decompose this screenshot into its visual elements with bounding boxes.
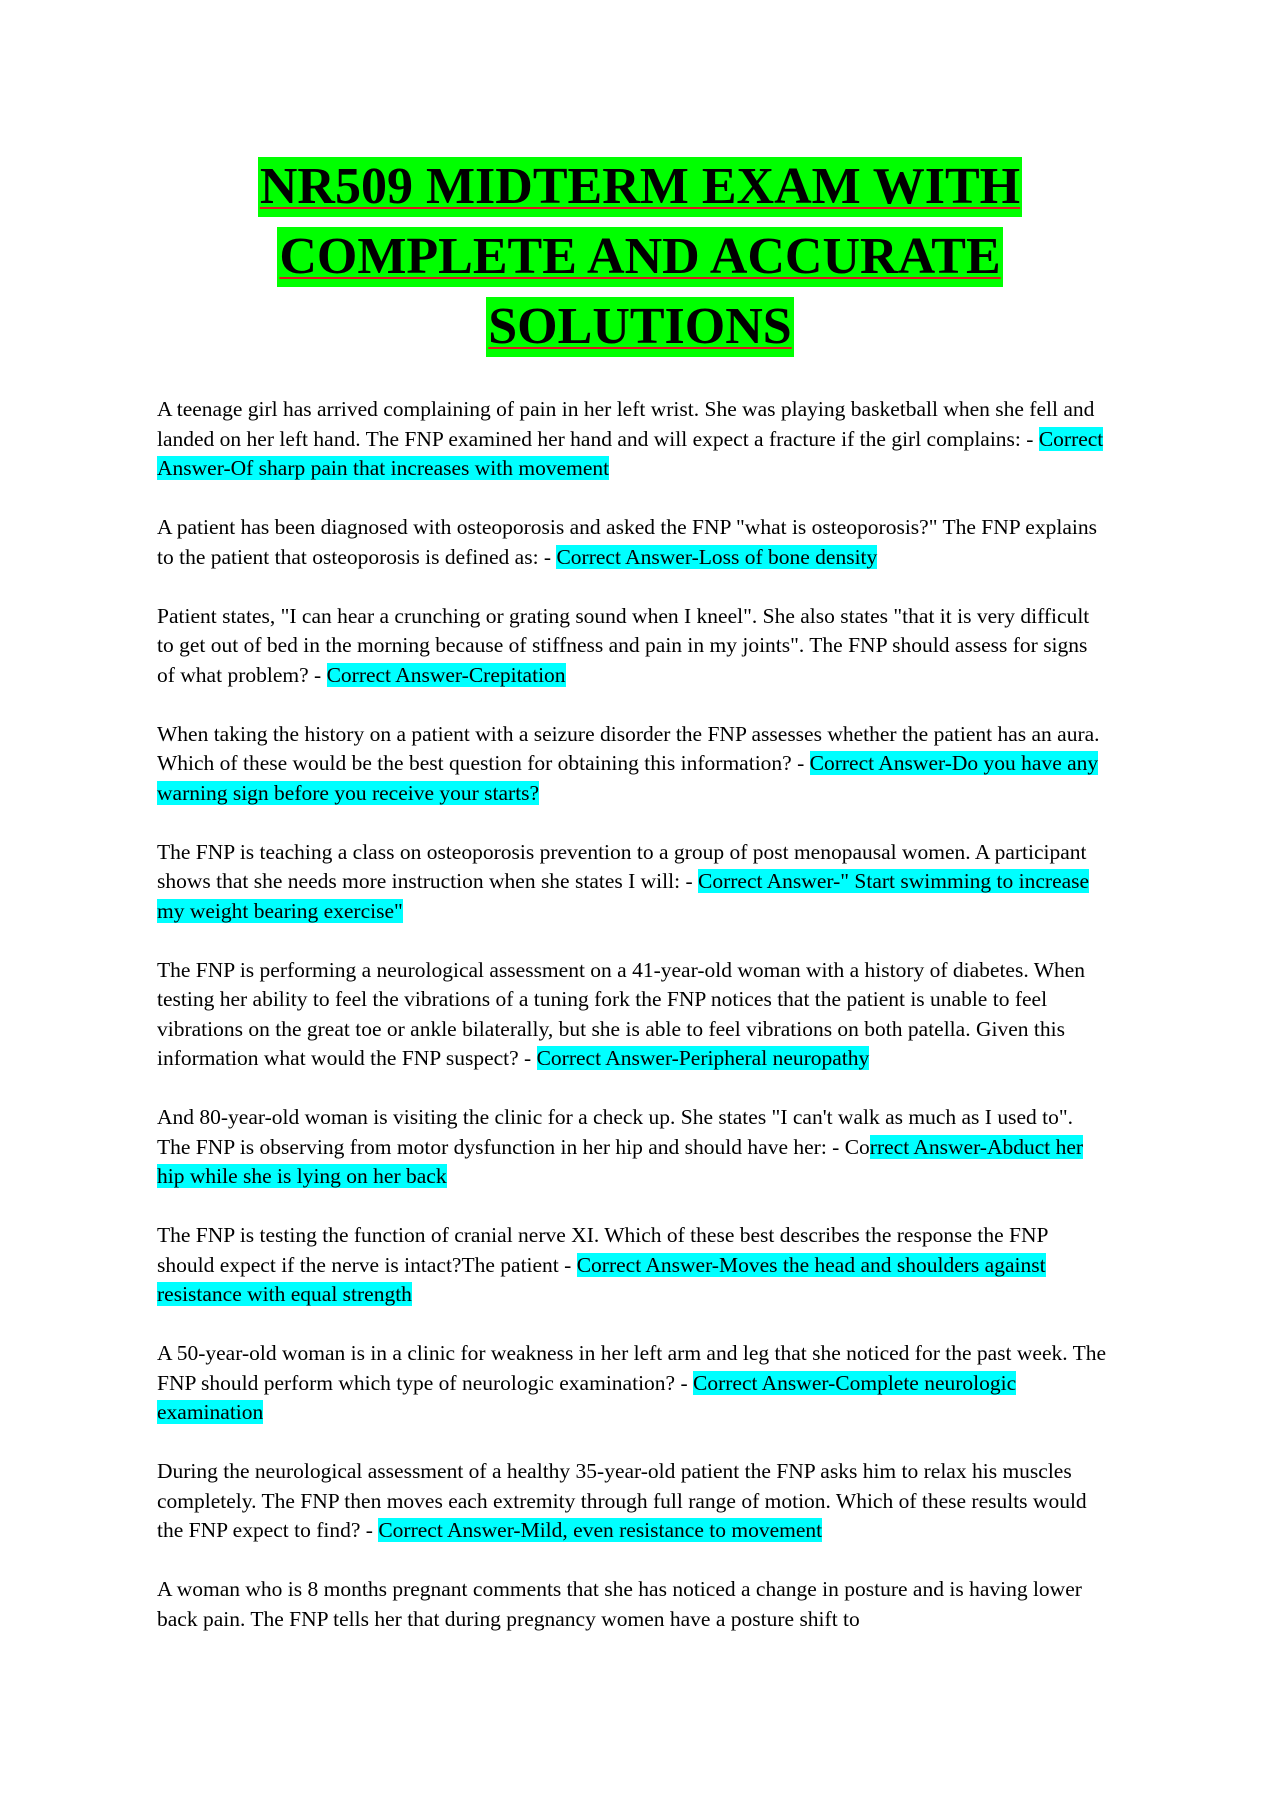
question-text: A patient has been diagnosed with osteoporosis and asked the FNP "what is osteoporosis?" The FNP explains to the patient that osteoporosis is defined as: - [157, 515, 1097, 569]
qa-item-11 [157, 1575, 1107, 1634]
answer-text: Correct Answer-Moves the head and shoulders against resistance with equal strength [157, 1252, 1046, 1306]
answer-text: Correct Answer-Complete neurologic examination [157, 1370, 1017, 1424]
title-line-3: SOLUTIONS [488, 298, 792, 355]
title-line-2: COMPLETE AND ACCURATE [279, 228, 1001, 285]
qa-item-10 [157, 1457, 1107, 1546]
answer-text: rrect Answer-Abduct her hip while she is lying on her back [157, 1134, 1084, 1188]
question-text: The FNP is performing a neurological assessment on a 41-year-old woman with a history of diabetes. When testing her ability to feel the vibrations of a tuning fork the FNP notices that the patient is unable to feel vibrations on the great toe or ankle bilaterally, but she is able to feel vibrations on both patella. Given this information what would the FNP suspect? - [157, 957, 1086, 1070]
qa-item-8 [157, 1221, 1107, 1310]
answer-text: Correct Answer-Mild, even resistance to movement [378, 1518, 823, 1542]
qa-item-4 [157, 720, 1107, 809]
answer-text: Correct Answer-Crepitation [326, 662, 566, 687]
answer-text: Correct Answer-Of sharp pain that increases with movement [157, 426, 1104, 480]
qa-item-6 [157, 956, 1107, 1074]
answer-text: Correct Answer-Do you have any warning sign before you receive your starts? [157, 751, 1099, 805]
qa-item-3 [157, 602, 1107, 691]
question-text: A woman who is 8 months pregnant comments that she has noticed a change in posture and is having lower back pain. The FNP tells her that during pregnancy women have a posture shift to [157, 1577, 1082, 1631]
question-text: Patient states, "I can hear a crunching or grating sound when I kneel". She also states "that it is very difficult to get out of bed in the morning because of stiffness and pain in my joints". The FNP should assess for signs of what problem? - [157, 603, 1090, 687]
title-line-1: NR509 MIDTERM EXAM WITH [259, 158, 1021, 215]
answer-text: Correct Answer-" Start swimming to increase my weight bearing exercise" [157, 869, 1090, 923]
question-text: During the neurological assessment of a healthy 35-year-old patient the FNP asks him to relax his muscles completely. The FNP then moves each extremity through full range of motion. Which of these results would the FNP expect to find? - [157, 1459, 1087, 1542]
answer-text: Correct Answer-Loss of bone density [556, 544, 878, 569]
document-title [150, 152, 1130, 362]
question-text: And 80-year-old woman is visiting the clinic for a check up. She states "I can't walk as much as I used to". The FNP is observing from motor dysfunction in her hip and should have her: - Co [157, 1105, 1073, 1159]
qa-item-7 [157, 1103, 1107, 1192]
answer-text: Correct Answer-Peripheral neuropathy [536, 1046, 870, 1070]
question-text: When taking the history on a patient with a seizure disorder the FNP assesses whether the patient has an aura. Which of these would be the best question for obtaining this information? - [157, 721, 1100, 775]
question-text: The FNP is testing the function of cranial nerve XI. Which of these best describes the response the FNP should expect if the nerve is intact?The patient - [157, 1223, 1048, 1277]
qa-item-5 [157, 838, 1107, 927]
question-text: A 50-year-old woman is in a clinic for weakness in her left arm and leg that she noticed for the past week. The FNP should perform which type of neurologic examination? - [157, 1341, 1107, 1395]
qa-item-1 [157, 395, 1107, 484]
question-text: The FNP is teaching a class on osteoporosis prevention to a group of post menopausal women. A participant shows that she needs more instruction when she states I will: - [157, 839, 1087, 893]
question-text: A teenage girl has arrived complaining of pain in her left wrist. She was playing basketball when she fell and landed on her left hand. The FNP examined her hand and will expect a fracture if the girl complains: - [157, 397, 1095, 451]
qa-item-2 [157, 513, 1107, 572]
qa-list [157, 395, 1107, 1664]
qa-item-9 [157, 1339, 1107, 1428]
